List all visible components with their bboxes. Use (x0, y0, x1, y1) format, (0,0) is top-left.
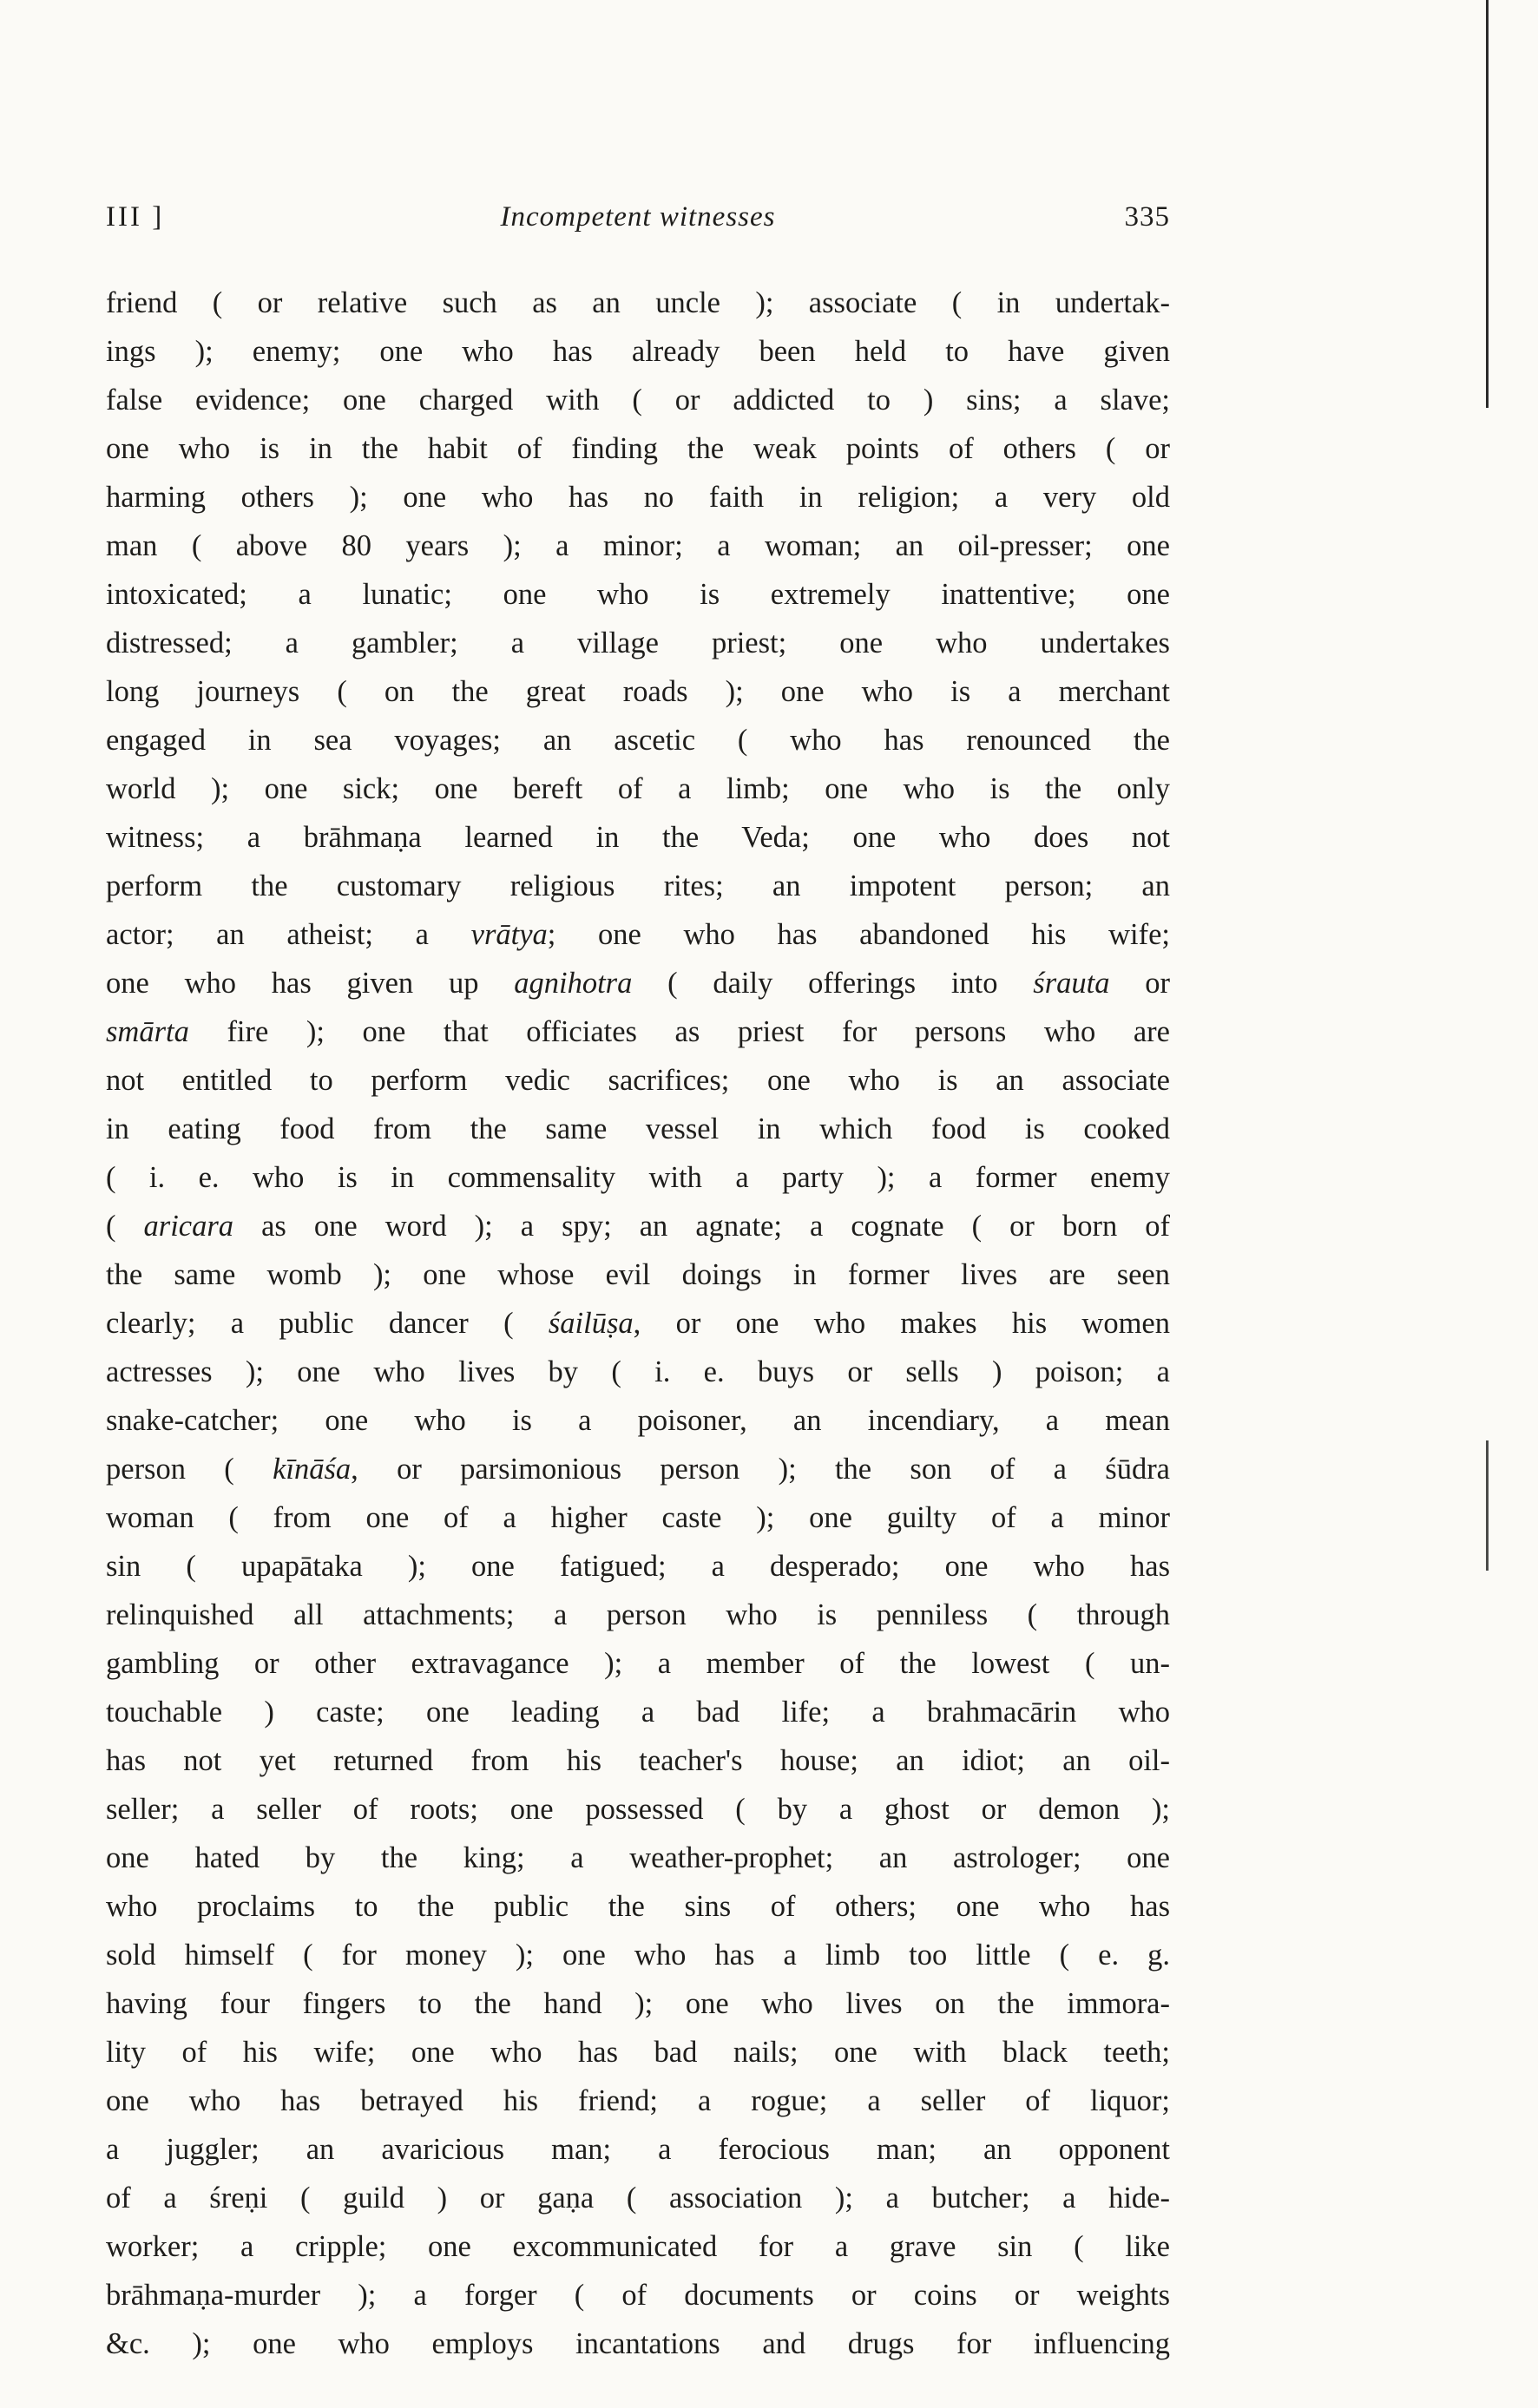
text-line: harming others ); one who has no faith in religion; a very old (106, 481, 1170, 514)
text-line: one who is in the habit of finding the weak points of others ( or (106, 432, 1170, 465)
text-line: having four fingers to the hand ); one who lives on the immora- (106, 1987, 1170, 2020)
text-line: brāhmaṇa-murder ); a forger ( of documents or coins or weights (106, 2279, 1170, 2312)
text-line: who proclaims to the public the sins of others; one who has (106, 1890, 1170, 1923)
text-line: actor; an atheist; a vrātya; one who has abandoned his wife; (106, 918, 1170, 951)
text-line: worker; a cripple; one excommunicated for a grave sin ( like (106, 2230, 1170, 2263)
text-line: long journeys ( on the great roads ); one who is a merchant (106, 675, 1170, 708)
text-line: world ); one sick; one bereft of a limb; one who is the only (106, 772, 1170, 805)
text-line: not entitled to perform vedic sacrifices; one who is an associate (106, 1064, 1170, 1097)
chapter-number: III ] (106, 201, 165, 233)
text-line: lity of his wife; one who has bad nails; one with black teeth; (106, 2036, 1170, 2069)
text-line: a juggler; an avaricious man; a ferocious man; an opponent (106, 2133, 1170, 2166)
text-line: distressed; a gambler; a village priest; one who undertakes (106, 627, 1170, 659)
text-line: touchable ) caste; one leading a bad life; a brahmacārin who (106, 1696, 1170, 1729)
text-line: person ( kīnāśa, or parsimonious person ); the son of a śūdra (106, 1453, 1170, 1486)
text-line: witness; a brāhmaṇa learned in the Veda; one who does not (106, 821, 1170, 854)
scan-edge-line-middle (1486, 1440, 1489, 1571)
text-line: clearly; a public dancer ( śailūṣa, or one who makes his women (106, 1307, 1170, 1340)
text-line: woman ( from one of a higher caste ); one guilty of a minor (106, 1501, 1170, 1534)
running-title: Incompetent witnesses (500, 201, 776, 233)
body-text (106, 279, 1170, 2368)
text-line: engaged in sea voyages; an ascetic ( who has renounced the (106, 724, 1170, 757)
text-line: false evidence; one charged with ( or addicted to ) sins; a slave; (106, 384, 1170, 417)
text-line: seller; a seller of roots; one possessed ( by a ghost or demon ); (106, 1793, 1170, 1826)
text-line: of a śreṇi ( guild ) or gaṇa ( association ); a butcher; a hide- (106, 2182, 1170, 2214)
text-line: in eating food from the same vessel in which food is cooked (106, 1112, 1170, 1145)
text-line: &c. ); one who employs incantations and drugs for influencing (106, 2327, 1170, 2360)
text-line: snake-catcher; one who is a poisoner, an incendiary, a mean (106, 1404, 1170, 1437)
text-line: man ( above 80 years ); a minor; a woman; an oil-presser; one (106, 529, 1170, 562)
scan-edge-line-top (1486, 0, 1489, 408)
text-line: sold himself ( for money ); one who has a limb too little ( e. g. (106, 1939, 1170, 1972)
page (106, 201, 1170, 2368)
text-line: gambling or other extravagance ); a member of the lowest ( un- (106, 1647, 1170, 1680)
text-line: sin ( upapātaka ); one fatigued; a desperado; one who has (106, 1550, 1170, 1583)
text-line: ( aricara as one word ); a spy; an agnate; a cognate ( or born of (106, 1210, 1170, 1243)
text-line: the same womb ); one whose evil doings in former lives are seen (106, 1258, 1170, 1291)
text-line: smārta fire ); one that officiates as priest for persons who are (106, 1015, 1170, 1048)
text-line: ( i. e. who is in commensality with a party ); a former enemy (106, 1161, 1170, 1194)
text-line: actresses ); one who lives by ( i. e. buys or sells ) poison; a (106, 1355, 1170, 1388)
text-line: ings ); enemy; one who has already been held to have given (106, 335, 1170, 368)
text-line: one who has given up agnihotra ( daily offerings into śrauta or (106, 967, 1170, 1000)
page-header (106, 201, 1170, 233)
text-line: friend ( or relative such as an uncle ); associate ( in undertak- (106, 286, 1170, 319)
text-line: relinquished all attachments; a person who is penniless ( through (106, 1598, 1170, 1631)
text-line: intoxicated; a lunatic; one who is extremely inattentive; one (106, 578, 1170, 611)
text-line: has not yet returned from his teacher's house; an idiot; an oil- (106, 1744, 1170, 1777)
page-number: 335 (1124, 201, 1170, 233)
text-line: one hated by the king; a weather-prophet; an astrologer; one (106, 1841, 1170, 1874)
text-line: one who has betrayed his friend; a rogue; a seller of liquor; (106, 2084, 1170, 2117)
text-line: perform the customary religious rites; an impotent person; an (106, 869, 1170, 902)
